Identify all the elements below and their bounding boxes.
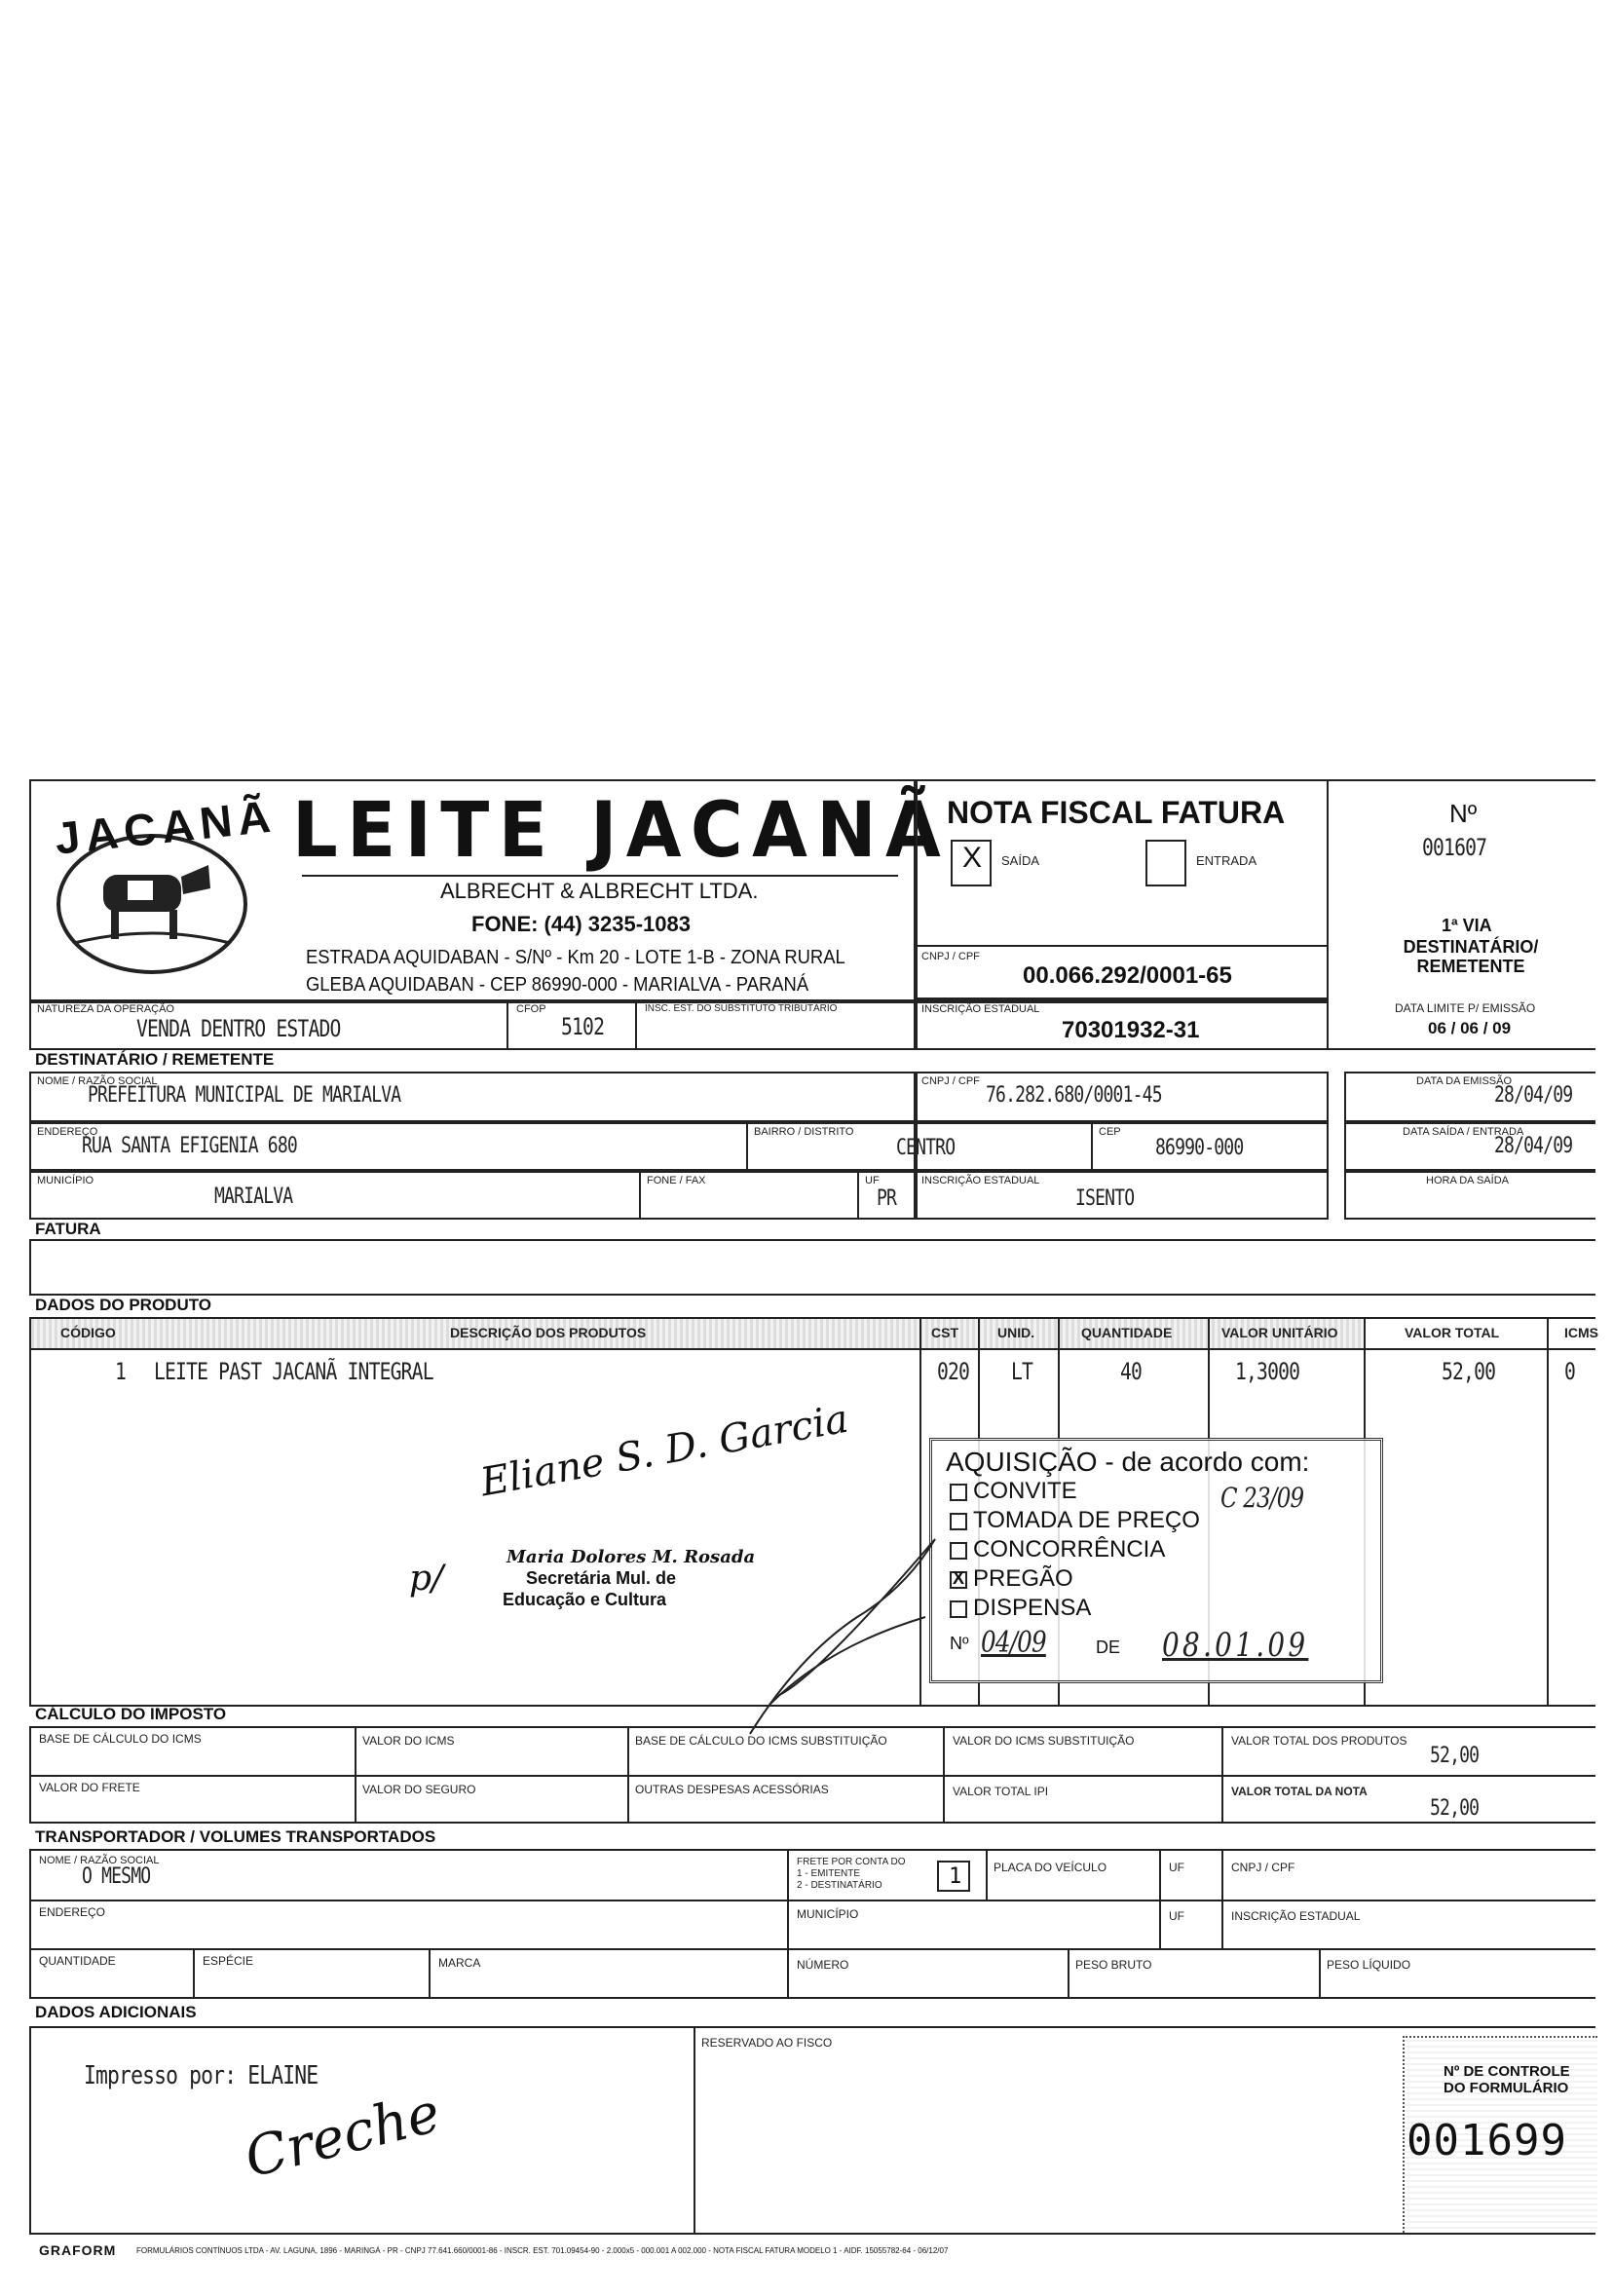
divider — [355, 1726, 356, 1824]
dest-bairro-value: CENTRO — [896, 1136, 956, 1160]
total-nota-value: 52,00 — [1430, 1796, 1480, 1821]
stamp-opt-tomada: TOMADA DE PREÇO — [973, 1507, 1200, 1533]
valor-sub-label: VALOR DO ICMS SUBSTITUIÇÃO — [953, 1734, 1135, 1748]
stamp-opt-dispensa: DISPENSA — [973, 1595, 1092, 1621]
numero-label: Nº — [1449, 799, 1478, 828]
cfop-value: 5102 — [561, 1013, 605, 1040]
trans-frete-label-2: 1 - EMITENTE — [797, 1868, 861, 1879]
imposto-mid-line — [29, 1775, 1595, 1777]
transporte-line-2 — [29, 1948, 1595, 1950]
signature-stamp-role: Secretária Mul. de — [526, 1568, 677, 1588]
dest-saida-value: 28/04/09 — [1494, 1134, 1573, 1158]
stamp-opt-pregao: PREGÃO — [973, 1565, 1073, 1592]
dest-saida-label: DATA SAÍDA / ENTRADA — [1403, 1126, 1524, 1138]
row-quantidade: 40 — [1120, 1358, 1143, 1385]
trans-frete-label-1: FRETE POR CONTA DO — [797, 1857, 906, 1867]
col-header-codigo: CÓDIGO — [60, 1325, 116, 1340]
company-name: ALBRECHT & ALBRECHT LTDA. — [440, 879, 759, 903]
produtos-section-title: DADOS DO PRODUTO — [35, 1296, 212, 1314]
total-prod-value: 52,00 — [1430, 1744, 1480, 1768]
row-codigo: 1 — [115, 1358, 127, 1385]
trans-cnpj-label: CNPJ / CPF — [1231, 1861, 1295, 1874]
saida-mark: X — [962, 842, 983, 874]
dest-cep-value: 86990-000 — [1155, 1136, 1244, 1160]
ipi-label: VALOR TOTAL IPI — [953, 1785, 1049, 1798]
limite-label: DATA LIMITE P/ EMISSÃO — [1395, 1001, 1536, 1015]
divider — [1068, 1948, 1069, 1999]
natureza-label: NATUREZA DA OPERAÇÃO — [37, 1003, 174, 1015]
aquisicao-stamp — [929, 1438, 1383, 1683]
col-header-total: VALOR TOTAL — [1405, 1325, 1500, 1340]
limite-value: 06 / 06 / 09 — [1428, 1019, 1512, 1037]
row-unid: LT — [1011, 1358, 1033, 1385]
divider — [943, 1726, 945, 1824]
divider — [639, 1171, 641, 1220]
valor-icms-label: VALOR DO ICMS — [362, 1734, 455, 1748]
divider — [627, 1726, 629, 1824]
impresso-value: Impresso por: ELAINE — [84, 2061, 319, 2090]
divider — [1221, 1849, 1223, 1948]
controle-value: 001699 — [1407, 2116, 1567, 2165]
trans-peso-liquido-label: PESO LÍQUIDO — [1327, 1958, 1411, 1972]
divider — [193, 1948, 195, 1999]
controle-label: Nº DE CONTROLE DO FORMULÁRIO — [1444, 2063, 1570, 2096]
row-icms: 0 — [1564, 1358, 1576, 1385]
saida-label: SAÍDA — [1001, 853, 1040, 868]
natureza-value: VENDA DENTRO ESTADO — [136, 1015, 341, 1042]
seguro-label: VALOR DO SEGURO — [362, 1783, 476, 1796]
trans-especie-label: ESPÉCIE — [203, 1954, 254, 1968]
entrada-checkbox[interactable] — [1145, 840, 1186, 886]
trans-quantidade-label: QUANTIDADE — [39, 1954, 116, 1968]
controle-box — [1403, 2036, 1597, 2233]
dest-endereco-value: RUA SANTA EFIGENIA 680 — [82, 1134, 297, 1158]
dest-fone-label: FONE / FAX — [647, 1175, 706, 1186]
via-dest: DESTINATÁRIO/ REMETENTE — [1403, 937, 1539, 976]
fatura-section-title: FATURA — [35, 1220, 101, 1238]
ie-label: INSCRIÇÃO ESTADUAL — [921, 1003, 1040, 1015]
dest-hora-label: HORA DA SAÍDA — [1426, 1175, 1509, 1186]
divider — [506, 999, 508, 1050]
divider — [986, 1849, 988, 1900]
col-header-unitario: VALOR UNITÁRIO — [1221, 1325, 1338, 1340]
stamp-num-prefix: Nº — [950, 1634, 969, 1653]
signature-stroke-icon — [740, 1500, 994, 1744]
col-div-total — [1547, 1317, 1549, 1707]
dest-cep-box — [916, 1122, 1329, 1171]
signature-stamp-dept: Educação e Cultura — [503, 1590, 667, 1609]
frete-label: VALOR DO FRETE — [39, 1781, 140, 1794]
col-header-icms: ICMS — [1564, 1325, 1598, 1340]
footer-brand: GRAFORM — [39, 2242, 117, 2258]
logo — [35, 787, 279, 994]
stamp-check-convite — [950, 1484, 967, 1501]
total-nota-label: VALOR TOTAL DA NOTA — [1231, 1785, 1368, 1798]
trans-frete-box[interactable] — [937, 1861, 970, 1892]
imposto-section-title: CÁLCULO DO IMPOSTO — [35, 1705, 227, 1723]
trans-ie-label: INSCRIÇÃO ESTADUAL — [1231, 1909, 1361, 1923]
trans-nome-label: NOME / RAZÃO SOCIAL — [39, 1855, 160, 1866]
cnpj-label: CNPJ / CPF — [921, 951, 980, 962]
row-unitario: 1,3000 — [1235, 1358, 1300, 1385]
divider — [694, 2026, 695, 2235]
emissao-value: 28/04/09 — [1494, 1083, 1573, 1108]
saida-checkbox[interactable] — [951, 840, 992, 886]
dest-uf-label: UF — [865, 1175, 880, 1186]
cfop-label: CFOP — [516, 1003, 546, 1015]
dest-cnpj-label: CNPJ / CPF — [921, 1075, 980, 1087]
handwritten-note: Creche — [239, 2081, 447, 2191]
dest-ie-label: INSCRIÇÃO ESTADUAL — [921, 1175, 1040, 1186]
stamp-pregao-mark: X — [953, 1568, 965, 1588]
trans-numero-label: NÚMERO — [797, 1958, 849, 1972]
fatura-box — [29, 1239, 1595, 1296]
base-sub-label: BASE DE CÁLCULO DO ICMS SUBSTITUIÇÃO — [635, 1734, 887, 1748]
divider — [746, 1122, 748, 1171]
footer-text: FORMULÁRIOS CONTÍNUOS LTDA - AV. LAGUNA, 1896 - MARINGÁ - PR - CNPJ 77.641.660/0001-86 - INSCR. EST. 701.09454-90 - 2.000x5 - 000.001 A 002.000 - NOTA FISCAL FATURA MODELO 1 - AIDF. 15055782-64 - 06/12/07 — [136, 2246, 949, 2255]
transporte-line-1 — [29, 1900, 1595, 1901]
stamp-opt-concorrencia: CONCORRÊNCIA — [973, 1536, 1166, 1562]
signature-stamp-name: Maria Dolores M. Rosada — [506, 1547, 756, 1567]
stamp-de: DE — [1096, 1637, 1121, 1657]
entrada-label: ENTRADA — [1196, 853, 1257, 868]
trans-peso-bruto-label: PESO BRUTO — [1075, 1958, 1152, 1972]
company-address-2: GLEBA AQUIDABAN - CEP 86990-000 - MARIALVA - PARANÁ — [306, 974, 809, 996]
divider — [787, 1849, 789, 1999]
divider — [1091, 1122, 1093, 1171]
stamp-num: 04/09 — [981, 1626, 1046, 1660]
divider — [1159, 1849, 1161, 1948]
col-header-unid: UNID. — [997, 1325, 1035, 1340]
company-address-1: ESTRADA AQUIDABAN - S/Nº - Km 20 - LOTE 1-B - ZONA RURAL — [306, 947, 845, 968]
stamp-title: AQUISIÇÃO - de acordo com: — [946, 1447, 1310, 1477]
stamp-data: 08.01.09 — [1162, 1626, 1309, 1665]
stamp-opt-convite: CONVITE — [973, 1478, 1077, 1504]
stamp-convite-num: C 23/09 — [1220, 1482, 1304, 1514]
brand-title: LEITE JACANÃ — [292, 787, 951, 875]
dest-bairro-label: BAIRRO / DISTRITO — [754, 1126, 854, 1138]
trans-uf-label: UF — [1169, 1861, 1184, 1874]
numero-value: 001607 — [1422, 834, 1487, 861]
ie-value: 70301932-31 — [1062, 1017, 1200, 1043]
divider — [635, 999, 637, 1050]
emissao-label: DATA DA EMISSÃO — [1416, 1075, 1513, 1087]
trans-nome-value: O MESMO — [82, 1864, 151, 1889]
brand-underline — [302, 875, 898, 877]
trans-marca-label: MARCA — [438, 1956, 481, 1970]
cnpj-value: 00.066.292/0001-65 — [1023, 962, 1232, 989]
trans-municipio-label: MUNICÍPIO — [797, 1907, 859, 1921]
dest-city-box — [29, 1171, 916, 1220]
logo-text: JACANÃ — [52, 790, 279, 864]
col-header-descricao: DESCRIÇÃO DOS PRODUTOS — [450, 1325, 647, 1340]
dest-municipio-label: MUNICÍPIO — [37, 1175, 94, 1186]
fisco-label: RESERVADO AO FISCO — [701, 2036, 833, 2050]
col-header-cst: CST — [931, 1325, 958, 1340]
dest-endereco-label: ENDEREÇO — [37, 1126, 98, 1138]
produtos-header-line — [29, 1348, 1595, 1350]
divider — [1319, 1948, 1321, 1999]
outras-label: OUTRAS DESPESAS ACESSÓRIAS — [635, 1783, 829, 1796]
row-cst: 020 — [937, 1358, 970, 1385]
trans-placa-label: PLACA DO VEÍCULO — [994, 1861, 1107, 1874]
dest-section-title: DESTINATÁRIO / REMETENTE — [35, 1050, 275, 1069]
total-prod-label: VALOR TOTAL DOS PRODUTOS — [1231, 1734, 1407, 1748]
dest-cep-label: CEP — [1099, 1126, 1121, 1138]
dest-uf-value: PR — [877, 1186, 897, 1211]
dest-nome-value: PREFEITURA MUNICIPAL DE MARIALVA — [88, 1083, 401, 1108]
base-icms-label: BASE DE CÁLCULO DO ICMS — [39, 1732, 202, 1746]
adicionais-section-title: DADOS ADICIONAIS — [35, 2003, 197, 2021]
doc-title: NOTA FISCAL FATURA — [947, 795, 1286, 830]
divider — [1221, 1726, 1223, 1824]
trans-endereco-label: ENDEREÇO — [39, 1905, 106, 1919]
signature-name: Eliane S. D. Garcia — [477, 1396, 852, 1506]
via-label: 1ª VIA — [1442, 916, 1492, 935]
company-phone: FONE: (44) 3235-1083 — [471, 912, 691, 936]
trans-frete-label-3: 2 - DESTINATÁRIO — [797, 1880, 882, 1891]
col-header-quantidade: QUANTIDADE — [1081, 1325, 1173, 1340]
insc-sub-label: INSC. EST. DO SUBSTITUTO TRIBUTÁRIO — [645, 1003, 838, 1014]
row-total: 52,00 — [1442, 1358, 1496, 1385]
divider — [857, 1171, 859, 1220]
transporte-section-title: TRANSPORTADOR / VOLUMES TRANSPORTADOS — [35, 1827, 436, 1846]
dest-cnpj-value: 76.282.680/0001-45 — [986, 1083, 1162, 1108]
row-descricao: LEITE PAST JACANÃ INTEGRAL — [154, 1358, 433, 1385]
dest-municipio-value: MARIALVA — [214, 1185, 293, 1209]
signature-prefix: p/ — [409, 1559, 444, 1599]
dest-ie-value: ISENTO — [1075, 1186, 1135, 1211]
trans-uf2-label: UF — [1169, 1909, 1184, 1923]
trans-frete-value: 1 — [949, 1864, 962, 1889]
dest-nome-label: NOME / RAZÃO SOCIAL — [37, 1075, 158, 1087]
divider — [429, 1948, 431, 1999]
